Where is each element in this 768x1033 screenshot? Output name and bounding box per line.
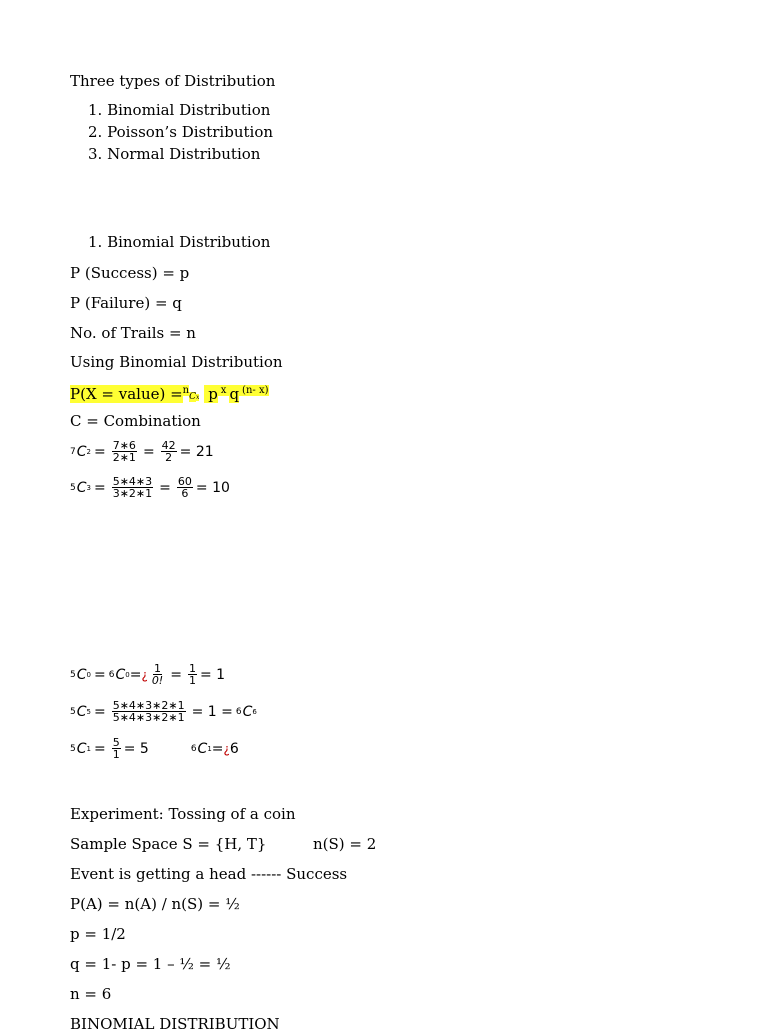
- next-heading: BINOMIAL DISTRIBUTION: [70, 1015, 280, 1033]
- equals: =: [129, 666, 142, 683]
- denominator: 1: [112, 748, 120, 761]
- using-line: Using Binomial Distribution: [70, 353, 283, 371]
- denominator: 2: [165, 451, 173, 464]
- combination-line: C = Combination: [70, 412, 201, 430]
- denominator: 1: [188, 674, 196, 687]
- fraction: [188, 663, 197, 686]
- prefix-superscript: 5: [70, 482, 76, 493]
- q-value: q = 1- p = 1 – ½ = ½: [70, 955, 231, 973]
- example-5c5: [70, 700, 257, 723]
- combination-symbol: C: [242, 703, 253, 720]
- equals: =: [93, 479, 106, 496]
- combination-symbol: C: [76, 666, 87, 683]
- fraction: [112, 737, 121, 760]
- result: = 1: [199, 666, 226, 683]
- formula-lhs: P(X = value) =: [70, 385, 183, 403]
- example-5c0: [70, 663, 225, 686]
- equals: =: [93, 443, 106, 460]
- denominator: 2∗1: [112, 451, 136, 464]
- p-value: p = 1/2: [70, 925, 126, 943]
- fraction: [112, 476, 153, 499]
- result: = 21: [179, 443, 214, 460]
- equals: =: [142, 443, 155, 460]
- list-item: 3. Normal Distribution: [88, 145, 261, 163]
- n-value: n = 6: [70, 985, 112, 1003]
- probability-a: P(A) = n(A) / n(S) = ½: [70, 895, 240, 913]
- equals: =: [93, 740, 106, 757]
- numerator: 42: [161, 439, 176, 452]
- list-item: 1. Binomial Distribution: [88, 101, 271, 119]
- example-5c3: [70, 476, 230, 499]
- subscript: 1: [86, 744, 91, 753]
- equals: =: [211, 740, 224, 757]
- combination-symbol: C: [115, 666, 126, 683]
- prefix-superscript: 7: [70, 446, 76, 457]
- subscript: 3: [86, 483, 91, 492]
- prefix-superscript: 6: [108, 669, 115, 680]
- numerator: 5∗4∗3∗2∗1: [112, 699, 185, 712]
- combination-symbol: C: [76, 479, 87, 496]
- success-line: P (Success) = p: [70, 264, 190, 282]
- prefix-superscript: 5: [70, 706, 76, 717]
- numerator: 7∗6: [112, 439, 136, 452]
- denominator: 0!: [151, 674, 164, 687]
- intro-heading: Three types of Distribution: [70, 72, 276, 90]
- subscript: 0: [125, 670, 130, 679]
- example-5c1: [70, 737, 239, 760]
- equals: =: [93, 703, 106, 720]
- combination-symbol: C: [197, 740, 208, 757]
- formula-p: p: [204, 385, 218, 403]
- sample-space: Sample Space S = {H, T}: [70, 835, 267, 853]
- formula-n: n: [182, 385, 190, 396]
- denominator: 6: [181, 487, 189, 500]
- fraction: [177, 476, 193, 499]
- equals: =: [93, 666, 106, 683]
- prefix-superscript: 5: [70, 743, 76, 754]
- subscript: 0: [86, 670, 91, 679]
- formula-q: q: [229, 385, 240, 403]
- equals-one: = 1 =: [191, 703, 233, 720]
- section-heading: 1. Binomial Distribution: [88, 233, 271, 251]
- result: = 5: [123, 740, 149, 757]
- numerator: 5: [112, 736, 120, 749]
- formula-exp: (n- x): [239, 385, 268, 396]
- fraction: [161, 440, 177, 463]
- example-7c2: [70, 440, 214, 463]
- equals: =: [159, 479, 171, 496]
- sample-size: n(S) = 2: [313, 835, 377, 853]
- subscript: 1: [207, 744, 212, 753]
- experiment-title: Experiment: Tossing of a coin: [70, 805, 296, 823]
- numerator: 60: [177, 475, 192, 488]
- error-glyph: ¿: [141, 667, 148, 682]
- prefix-superscript: 6: [190, 743, 197, 754]
- prefix-superscript: 5: [70, 669, 76, 680]
- fraction: [112, 700, 186, 723]
- fraction: [112, 440, 137, 463]
- error-glyph: ¿: [223, 741, 230, 756]
- result: 6: [229, 740, 239, 757]
- formula-c: C: [189, 392, 197, 402]
- combination-symbol: C: [76, 703, 87, 720]
- combination-symbol: C: [76, 443, 87, 460]
- list-item: 2. Poisson’s Distribution: [88, 123, 274, 141]
- subscript: 5: [86, 707, 91, 716]
- failure-line: P (Failure) = q: [70, 294, 182, 312]
- fraction: [151, 663, 164, 686]
- denominator: 3∗2∗1: [112, 487, 153, 500]
- formula-x: x: [218, 385, 230, 396]
- numerator: 1: [154, 662, 162, 675]
- numerator: 1: [188, 662, 196, 675]
- subscript: 6: [252, 707, 257, 716]
- equals: =: [170, 666, 182, 683]
- binomial-formula: [70, 382, 269, 407]
- formula-x-sub: x: [196, 394, 200, 401]
- combination-symbol: C: [76, 740, 87, 757]
- subscript: 2: [86, 447, 91, 456]
- prefix-superscript: 6: [235, 706, 242, 717]
- trials-line: No. of Trails = n: [70, 324, 196, 342]
- result: = 10: [195, 479, 230, 496]
- numerator: 5∗4∗3: [112, 475, 153, 488]
- event-line: Event is getting a head ------ Success: [70, 865, 348, 883]
- denominator: 5∗4∗3∗2∗1: [112, 711, 185, 724]
